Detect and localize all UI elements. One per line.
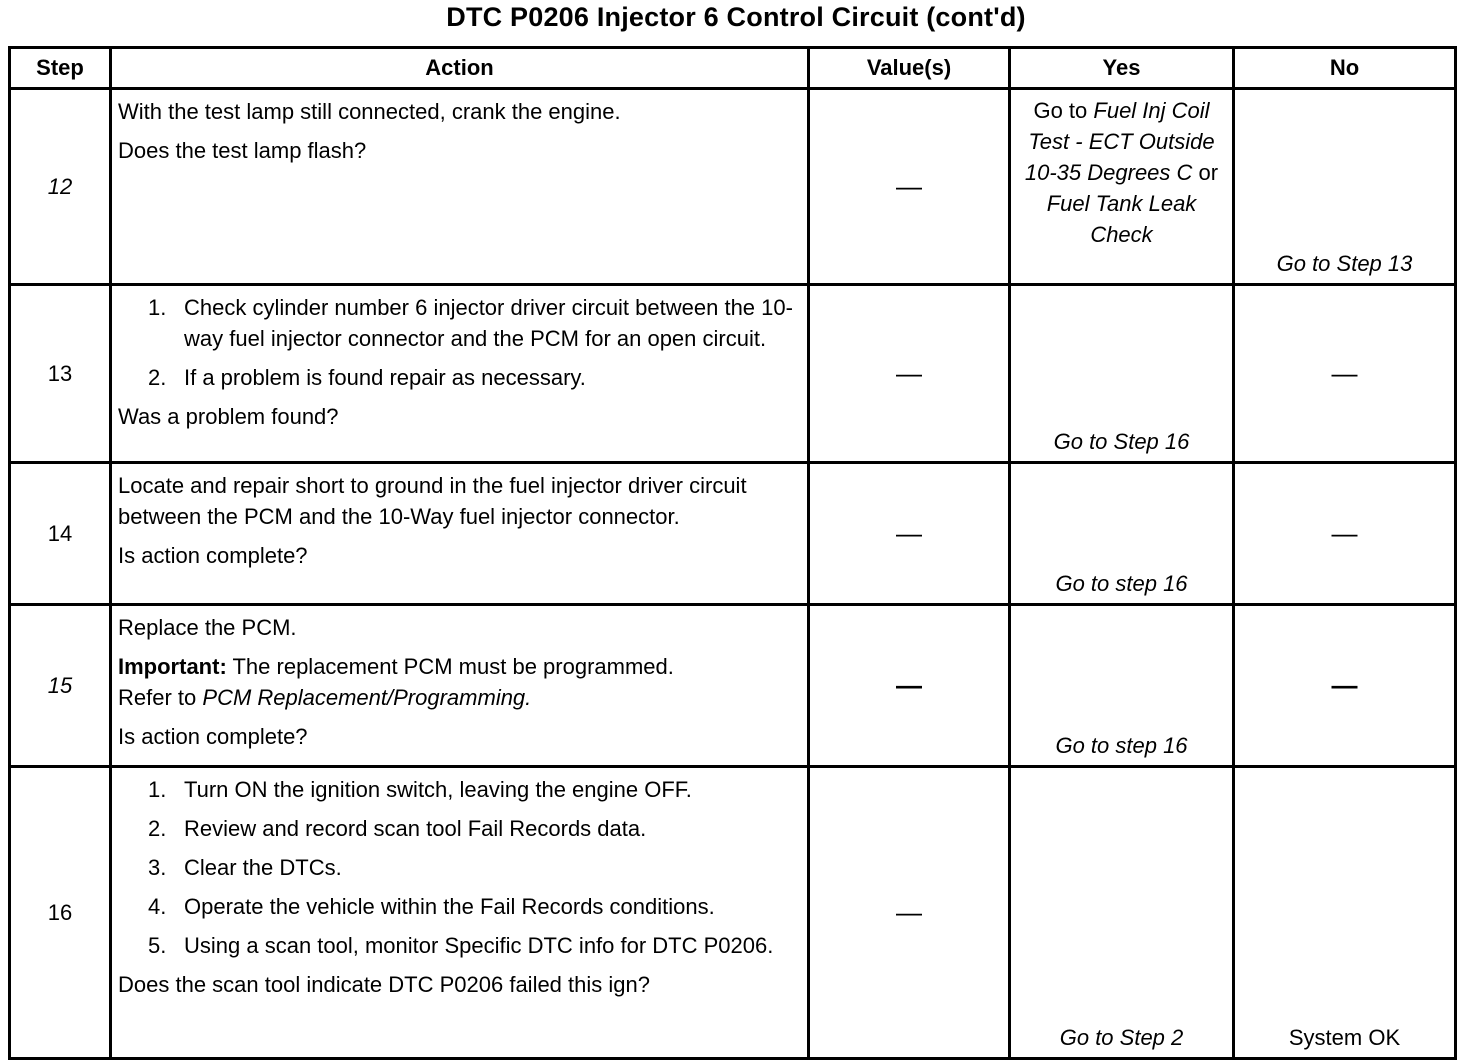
no-cell: — [1234, 285, 1456, 463]
action-cell [111, 767, 809, 1059]
table-row [10, 463, 1456, 605]
list-text: Operate the vehicle within the Fail Records conditions. [184, 894, 715, 919]
list-item [118, 930, 803, 961]
page-title: DTC P0206 Injector 6 Control Circuit (cont'd) [446, 2, 1026, 32]
list-item [118, 891, 803, 922]
list-text: Turn ON the ignition switch, leaving the engine OFF. [184, 777, 692, 802]
yes-cell [1010, 89, 1234, 285]
yes-link[interactable]: Fuel Inj Coil Test - ECT Outside 10-35 Degrees C [1024, 98, 1215, 185]
action-text: Locate and repair short to ground in the fuel injector driver circuit between the PCM and the 10-Way fuel injector connector. [118, 473, 747, 529]
list-text: Using a scan tool, monitor Specific DTC info for DTC P0206. [184, 933, 774, 958]
list-text: Review and record scan tool Fail Records data. [184, 816, 647, 841]
list-number: 3. [148, 855, 167, 880]
action-cell [111, 605, 809, 767]
action-cell [111, 463, 809, 605]
yes-cell[interactable]: Go to step 16 [1010, 463, 1234, 605]
value-cell: — [809, 285, 1010, 463]
refer-link[interactable]: PCM Replacement/Programming. [202, 685, 532, 710]
action-text: Replace the PCM. [118, 615, 297, 640]
yes-cell[interactable]: Go to Step 2 [1010, 767, 1234, 1059]
table-row [10, 89, 1456, 285]
refer-prefix: Refer to [118, 685, 197, 710]
step-number: 14 [10, 463, 111, 605]
action-question: Is action complete? [118, 543, 308, 568]
action-cell [111, 89, 809, 285]
action-question: Does the test lamp flash? [118, 138, 367, 163]
no-cell: — [1234, 463, 1456, 605]
action-question: Was a problem found? [118, 404, 339, 429]
header-no: No [1234, 48, 1456, 89]
list-text: Clear the DTCs. [184, 855, 342, 880]
value-cell: — [809, 605, 1010, 767]
step-number: 15 [10, 605, 111, 767]
list-number: 4. [148, 894, 167, 919]
step-number: 16 [10, 767, 111, 1059]
list-text: Check cylinder number 6 injector driver circuit between the 10-way fuel injector connector and the PCM for an open circuit. [184, 295, 793, 351]
table-row [10, 285, 1456, 463]
action-question: Is action complete? [118, 724, 308, 749]
step-number: 12 [10, 89, 111, 285]
list-item [118, 362, 803, 393]
header-action: Action [111, 48, 809, 89]
list-item [118, 852, 803, 883]
diagnostic-table [8, 46, 1457, 1060]
yes-prefix: Go to [1033, 98, 1088, 123]
list-item [118, 813, 803, 844]
yes-or: or [1198, 160, 1219, 185]
list-text: If a problem is found repair as necessary. [184, 365, 586, 390]
list-number: 5. [148, 933, 167, 958]
value-cell: — [809, 89, 1010, 285]
list-number: 2. [148, 816, 167, 841]
no-cell: System OK [1234, 767, 1456, 1059]
list-number: 1. [148, 295, 167, 320]
no-cell[interactable]: Go to Step 13 [1234, 89, 1456, 285]
important-text: The replacement PCM must be programmed. [232, 654, 674, 679]
header-step: Step [10, 48, 111, 89]
important-label: Important: [118, 654, 227, 679]
action-list [118, 292, 803, 393]
step-number: 13 [10, 285, 111, 463]
list-item [118, 292, 803, 354]
header-yes: Yes [1010, 48, 1234, 89]
action-cell [111, 285, 809, 463]
yes-cell[interactable]: Go to Step 16 [1010, 285, 1234, 463]
table-row [10, 605, 1456, 767]
important-note [118, 651, 803, 713]
list-number: 1. [148, 777, 167, 802]
list-item [118, 774, 803, 805]
header-values: Value(s) [809, 48, 1010, 89]
value-cell: — [809, 463, 1010, 605]
table-row [10, 767, 1456, 1059]
value-cell: — [809, 767, 1010, 1059]
yes-link-2[interactable]: Fuel Tank Leak Check [1046, 191, 1197, 247]
action-list [118, 774, 803, 961]
yes-cell[interactable]: Go to step 16 [1010, 605, 1234, 767]
action-question: Does the scan tool indicate DTC P0206 failed this ign? [118, 972, 650, 997]
header-row [10, 48, 1456, 89]
no-cell: — [1234, 605, 1456, 767]
action-text: With the test lamp still connected, crank the engine. [118, 99, 621, 124]
list-number: 2. [148, 365, 167, 390]
